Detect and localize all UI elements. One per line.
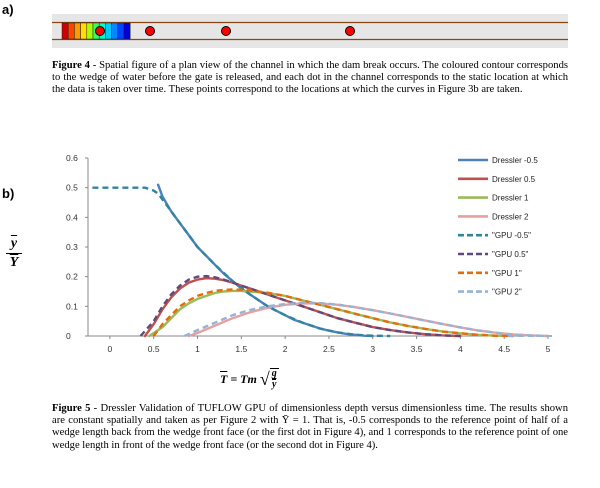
probe-dot-2 — [146, 27, 155, 36]
x-tick-label: 0.5 — [147, 344, 160, 354]
figure4-caption — [52, 60, 568, 97]
series-line-8 — [184, 303, 548, 336]
legend-label-1: Dressler -0.5 — [492, 156, 538, 165]
legend-label-3: Dressler 1 — [492, 193, 529, 203]
channel-plan-view — [52, 14, 568, 48]
probe-dot-1 — [96, 27, 105, 36]
sqrt-icon: √ — [259, 368, 270, 389]
legend-label-2: Dressler 0.5 — [492, 174, 536, 184]
x-axis-label-g: g — [271, 368, 277, 379]
x-tick-label: 2.5 — [323, 344, 335, 354]
x-axis-label-eq: = Tm — [230, 371, 257, 386]
figure5-caption-text: - Dressler Validation of TUFLOW GPU of dimensionless depth versus dimensionless time. The results shown are constant spatially and taken as per Figure 2 with Ȳ = 1. That is, -0.5 corresponds to the reference point of half of a wedge length back from the wedge front face (or the first dot in Figure 4), and 1 corresponds to the reference point of one wedge length in front of the wedge front face (or the second dot in Figure 4). — [52, 403, 568, 451]
legend-label-4: Dressler 2 — [492, 212, 529, 222]
contour-cell-11 — [124, 23, 130, 39]
y-axis-label-numerator: $\overline{y}$ — [10, 236, 18, 251]
legend-label-8: "GPU 2" — [492, 287, 522, 297]
figure4-caption-lead: Figure 4 — [52, 60, 90, 71]
contour-cell-1 — [62, 23, 68, 39]
y-tick-label: 0.5 — [66, 182, 78, 193]
x-tick-label: 4.5 — [498, 344, 511, 354]
x-axis-label — [220, 368, 279, 390]
contour-cell-10 — [118, 23, 124, 39]
legend-label-7: "GPU 1" — [492, 268, 522, 278]
contour-cell-4 — [81, 23, 87, 39]
y-tick-label: 0.1 — [66, 301, 78, 312]
contour-cell-3 — [74, 23, 80, 39]
y-tick-label: 0.3 — [66, 242, 78, 252]
y-tick-label: 0.6 — [66, 153, 78, 163]
x-tick-label: 4 — [458, 344, 463, 354]
x-tick-label: 3.5 — [410, 344, 423, 354]
x-tick-label: 1 — [195, 344, 200, 354]
x-tick-label: 0 — [107, 344, 113, 354]
contour-cell-9 — [112, 23, 118, 39]
x-tick-label: 2 — [282, 344, 288, 354]
y-axis-fraction-bar — [6, 253, 22, 254]
probe-dot-3 — [222, 27, 231, 36]
contour-cell-5 — [87, 23, 93, 39]
contour-cell-2 — [68, 23, 74, 39]
y-tick-label: 0.4 — [66, 212, 78, 223]
chart-legend — [458, 156, 538, 297]
panel-label-a: a) — [2, 2, 14, 17]
x-axis-label-sqrt — [260, 368, 279, 390]
contour-cell-8 — [105, 23, 111, 39]
figure5-caption-lead: Figure 5 — [52, 403, 91, 414]
x-axis-label-ybar: $\overline{y}$ — [272, 379, 277, 390]
series-line-1 — [158, 185, 373, 336]
y-tick-label: 0 — [66, 331, 71, 341]
y-axis-label-denominator: Y — [9, 255, 19, 270]
x-tick-label: 3 — [370, 344, 376, 354]
x-tick-label: 5 — [545, 344, 551, 354]
figure5-caption — [52, 403, 568, 452]
legend-label-5: "GPU -0.5" — [492, 231, 532, 241]
chart-series-lines — [92, 185, 552, 336]
x-axis-label-fraction — [270, 368, 279, 390]
series-line-4 — [189, 303, 548, 336]
panel-label-b: b) — [2, 186, 15, 201]
x-tick-label: 1.5 — [235, 344, 248, 354]
legend-label-6: "GPU 0.5" — [492, 250, 529, 259]
y-tick-label: 0.2 — [66, 271, 78, 282]
dressler-validation-chart — [30, 148, 590, 398]
figure4-caption-text: - Spatial figure of a plan view of the channel in which the dam break occurs. The coloured contour corresponds to the wedge of water before the gate is released, and each dot in the channel corresponds to the static location at which the data is taken over time. These points correspond to the locations at which the curves in Figure 3b are taken. — [52, 60, 568, 96]
y-axis-label — [6, 236, 22, 271]
x-axis-label-tbar: $\overline{T}$ — [220, 371, 228, 386]
probe-dot-4 — [346, 27, 355, 36]
